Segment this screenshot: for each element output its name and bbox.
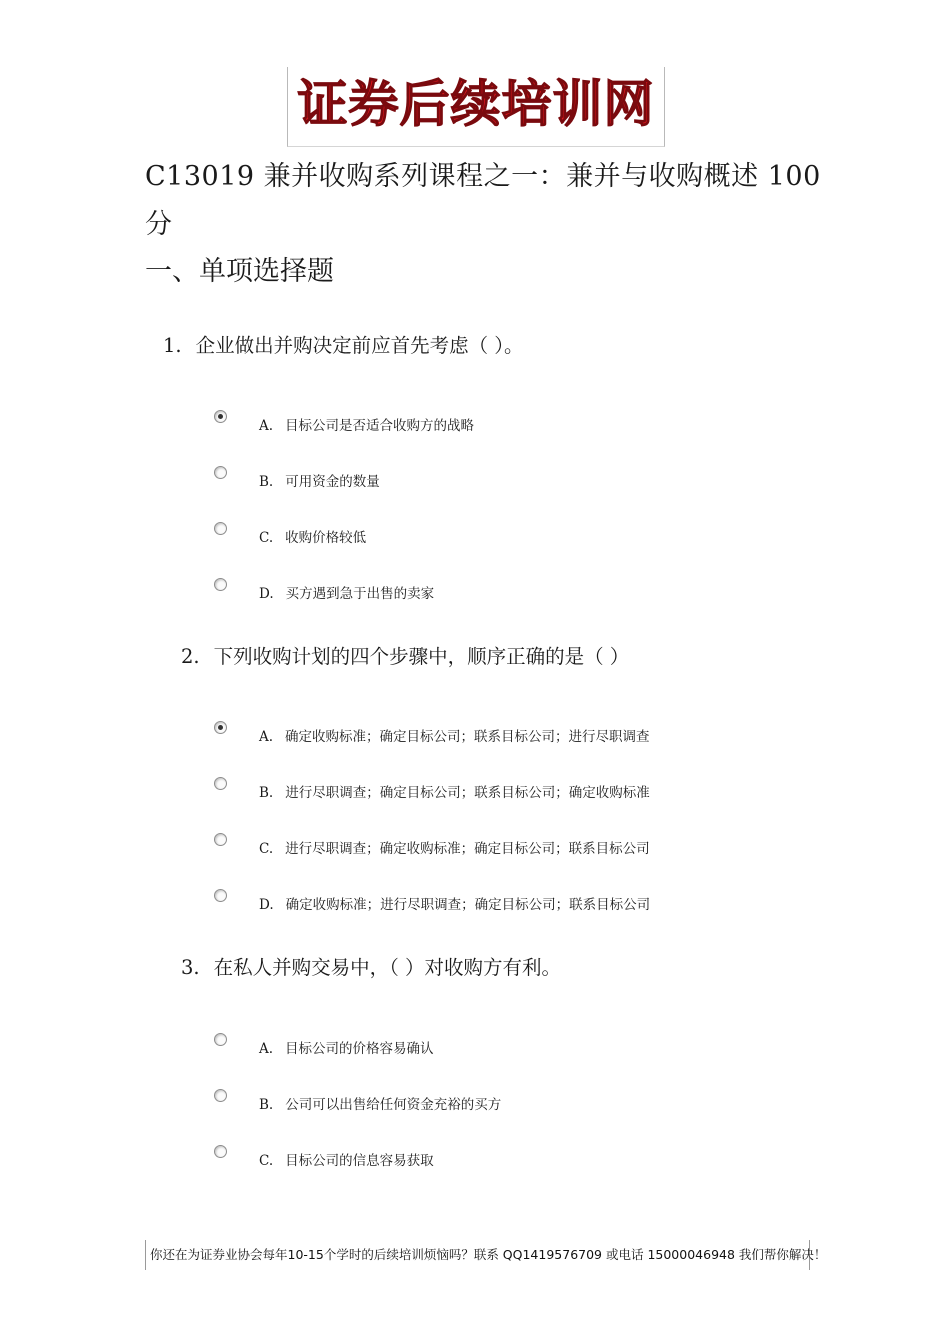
option-label: B. 进行尽职调查；确定目标公司；联系目标公司；确定收购标准 xyxy=(259,785,650,801)
option-q2-d[interactable] xyxy=(212,889,732,929)
option-label: C. 目标公司的信息容易获取 xyxy=(259,1153,434,1169)
logo-graphic xyxy=(288,67,664,145)
option-q1-c[interactable] xyxy=(212,522,732,562)
question-text: 在私人并购交易中，（ ）对收购方有利。 xyxy=(213,956,562,979)
radio-button[interactable] xyxy=(214,522,227,535)
question-text: 下列收购计划的四个步骤中，顺序正确的是（ ） xyxy=(213,645,630,668)
radio-button[interactable] xyxy=(214,1033,227,1046)
option-label: C. 收购价格较低 xyxy=(259,530,367,546)
option-label: A. 目标公司是否适合收购方的战略 xyxy=(259,418,475,434)
option-label: B. 公司可以出售给任何资金充裕的买方 xyxy=(259,1097,502,1113)
radio-button[interactable] xyxy=(214,721,227,734)
option-q1-b[interactable] xyxy=(212,466,732,506)
question-1 xyxy=(163,332,524,360)
option-q3-c[interactable] xyxy=(212,1145,732,1185)
site-logo xyxy=(287,67,665,147)
option-q2-c[interactable] xyxy=(212,833,732,873)
option-q2-b[interactable] xyxy=(212,777,732,817)
option-q2-a[interactable] xyxy=(212,721,732,761)
radio-button[interactable] xyxy=(214,1145,227,1158)
radio-button[interactable] xyxy=(214,410,227,423)
section-heading: 一、单项选择题 xyxy=(145,256,334,287)
option-label: C. 进行尽职调查；确定收购标准；确定目标公司；联系目标公司 xyxy=(259,841,650,857)
footer-banner: 你还在为证券业协会每年10-15个学时的后续培训烦恼吗？联系 QQ1419576709 或电话 15000046948 我们帮你解决！ xyxy=(145,1240,810,1270)
option-q1-d[interactable] xyxy=(212,578,732,618)
option-q1-a[interactable] xyxy=(212,410,732,450)
option-q3-a[interactable] xyxy=(212,1033,732,1073)
option-q3-b[interactable] xyxy=(212,1089,732,1129)
question-2 xyxy=(181,643,629,671)
question-number: 2. xyxy=(181,645,200,668)
page-title: C13019 兼并收购系列课程之一：兼并与收购概述 100分 xyxy=(145,161,821,240)
radio-button[interactable] xyxy=(214,466,227,479)
option-label: A. 目标公司的价格容易确认 xyxy=(259,1041,434,1057)
question-number: 1. xyxy=(163,334,182,357)
question-3 xyxy=(181,954,561,982)
radio-button[interactable] xyxy=(214,578,227,591)
question-text: 企业做出并购决定前应首先考虑（ ）。 xyxy=(195,334,524,357)
option-label: D. 买方遇到急于出售的卖家 xyxy=(259,586,435,602)
option-label: B. 可用资金的数量 xyxy=(259,474,380,490)
option-label: A. 确定收购标准；确定目标公司；联系目标公司；进行尽职调查 xyxy=(259,729,650,745)
radio-button[interactable] xyxy=(214,889,227,902)
question-number: 3. xyxy=(181,956,200,979)
radio-button[interactable] xyxy=(214,777,227,790)
svg-text:证券后续培训网: 证券后续培训网 xyxy=(297,75,655,133)
radio-button[interactable] xyxy=(214,833,227,846)
radio-button[interactable] xyxy=(214,1089,227,1102)
option-label: D. 确定收购标准；进行尽职调查；确定目标公司；联系目标公司 xyxy=(259,897,651,913)
